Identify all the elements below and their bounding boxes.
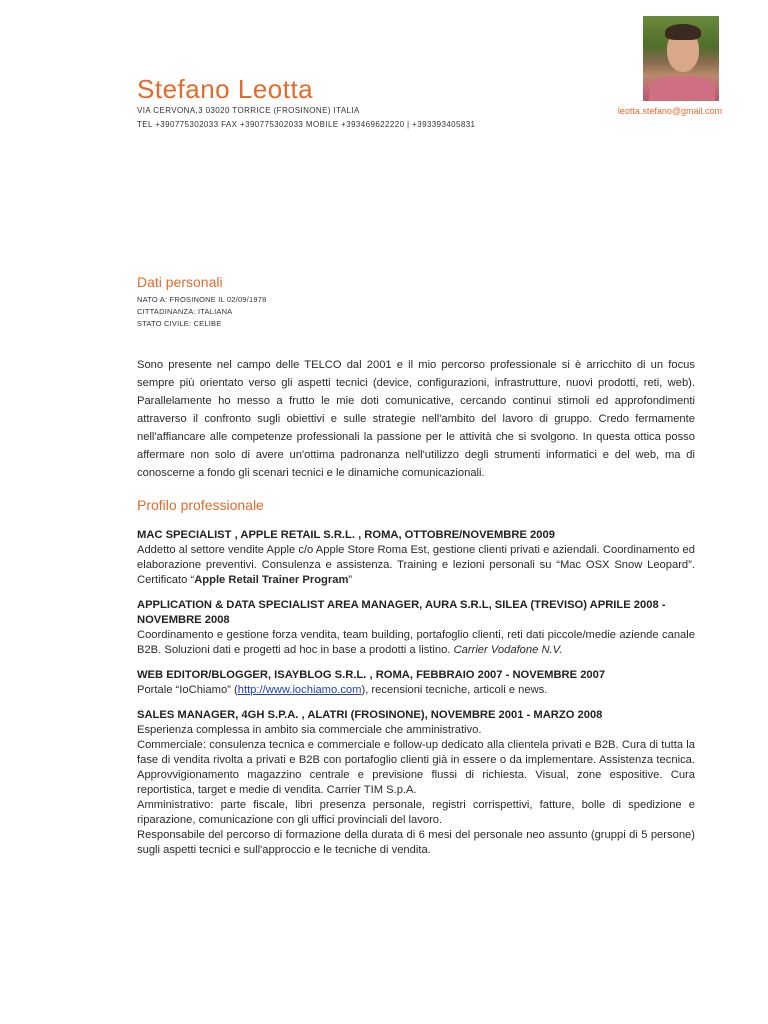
job-entry — [137, 668, 695, 698]
personal-data — [137, 294, 266, 330]
profile-heading: Profilo professionale — [137, 497, 264, 513]
job-title: SALES MANAGER, 4GH S.P.A. , ALATRI (FROSINONE), NOVEMBRE 2001 - MARZO 2008 — [137, 709, 603, 721]
job-description: Commerciale: consulenza tecnica e commerciale e follow-up dedicato alla clientela privati e B2B. Cura di tutta la fase di vendita rivolta a privati e B2B con portafoglio clienti già in essere o da implementare. Assistenza tecnica. Approvvigionamento magazzino centrale e previsione flussi di richiesta. Visual, zone espositive. Cura reportistica, target e medie di vendita. Carrier TIM S.p.A. — [137, 739, 695, 796]
job-entry — [137, 708, 695, 858]
job-title: APPLICATION & DATA SPECIALIST AREA MANAGER, AURA S.R.L, SILEA (TREVISO) APRILE 2008 - NOVEMBRE 2008 — [137, 599, 666, 626]
website-link[interactable]: http://www.iochiamo.com — [237, 684, 362, 696]
job-description: Amministrativo: parte fiscale, libri presenza personale, registri corrispettivi, fatture, bolle di spedizione e riparazione, comunicazione con gli uffici provinciali del lavoro. — [137, 799, 695, 826]
birth-info: NATO A: FROSINONE IL 02/09/1978 — [137, 295, 267, 304]
address: VIA CERVONA,3 03020 TORRICE (FROSINONE) ITALIA — [137, 106, 360, 115]
job-list — [137, 528, 695, 868]
job-title: WEB EDITOR/BLOGGER, ISAYBLOG S.R.L. , ROMA, FEBBRAIO 2007 - NOVEMBRE 2007 — [137, 669, 606, 681]
job-description: Coordinamento e gestione forza vendita, team building, portafoglio clienti, reti dati piccole/medie aziende canale B2B. Soluzioni dati e progetti ad hoc in base a prodotti a listino. Carrier Vodafone N.V. — [137, 629, 695, 656]
job-description: Responsabile del percorso di formazione della durata di 6 mesi del personale neo assunto (gruppi di 5 persone) sugli aspetti tecnici e sull'approccio e le tecniche di vendita. — [137, 829, 695, 856]
job-entry — [137, 528, 695, 588]
job-description: Portale “IoChiamo” (http://www.iochiamo.com), recensioni tecniche, articoli e news. — [137, 684, 548, 696]
email-link[interactable]: leotta.stefano@gmail.com — [617, 106, 722, 116]
person-name: Stefano Leotta — [137, 74, 314, 104]
intro-paragraph: Sono presente nel campo delle TELCO dal 2001 e il mio percorso professionale si è arricchito di un focus sempre più orientato verso gli aspetti tecnici (device, configurazioni, infrastrutture, nuovi prodotti, reti, web). Parallelamente ho messo a frutto le mie doti comunicative, cercando continui stimoli ed approfondimenti attraverso il confronto sugli obiettivi e sulle strategie nell'ambito del lavoro di gruppo. Credo fermamente nell'affiancare alle competenze professionali la passione per le attività che si svolgono. In questa ottica posso affermare non solo di avere un'ottima padronanza nell'utilizzo degli strumenti informatici e del web, ma di conoscerne a fondo gli scenari tecnici e le dinamiche comunicazionali. — [137, 359, 695, 479]
job-description: Addetto al settore vendite Apple c/o Apple Store Roma Est, gestione clienti privati e aziendali. Coordinamento ed elaborazione preventivi. Consulenza e assistenza. Training e lezioni personali su “Mac OSX Snow Leopard”. Certificato “Apple Retail Trainer Program” — [137, 544, 695, 586]
citizenship-info: CITTADINANZA: ITALIANA — [137, 307, 233, 316]
job-title: MAC SPECIALIST , APPLE RETAIL S.R.L. , ROMA, OTTOBRE/NOVEMBRE 2009 — [137, 529, 555, 541]
job-entry — [137, 598, 695, 658]
personal-data-heading: Dati personali — [137, 274, 223, 290]
civil-status-info: STATO CIVILE: CELIBE — [137, 319, 222, 328]
profile-photo — [643, 16, 719, 101]
job-description: Esperienza complessa in ambito sia commerciale che amministrativo. — [137, 724, 482, 736]
phone-numbers: TEL +390775302033 FAX +390775302033 MOBILE +393469622220 | +393393405831 — [137, 120, 476, 129]
